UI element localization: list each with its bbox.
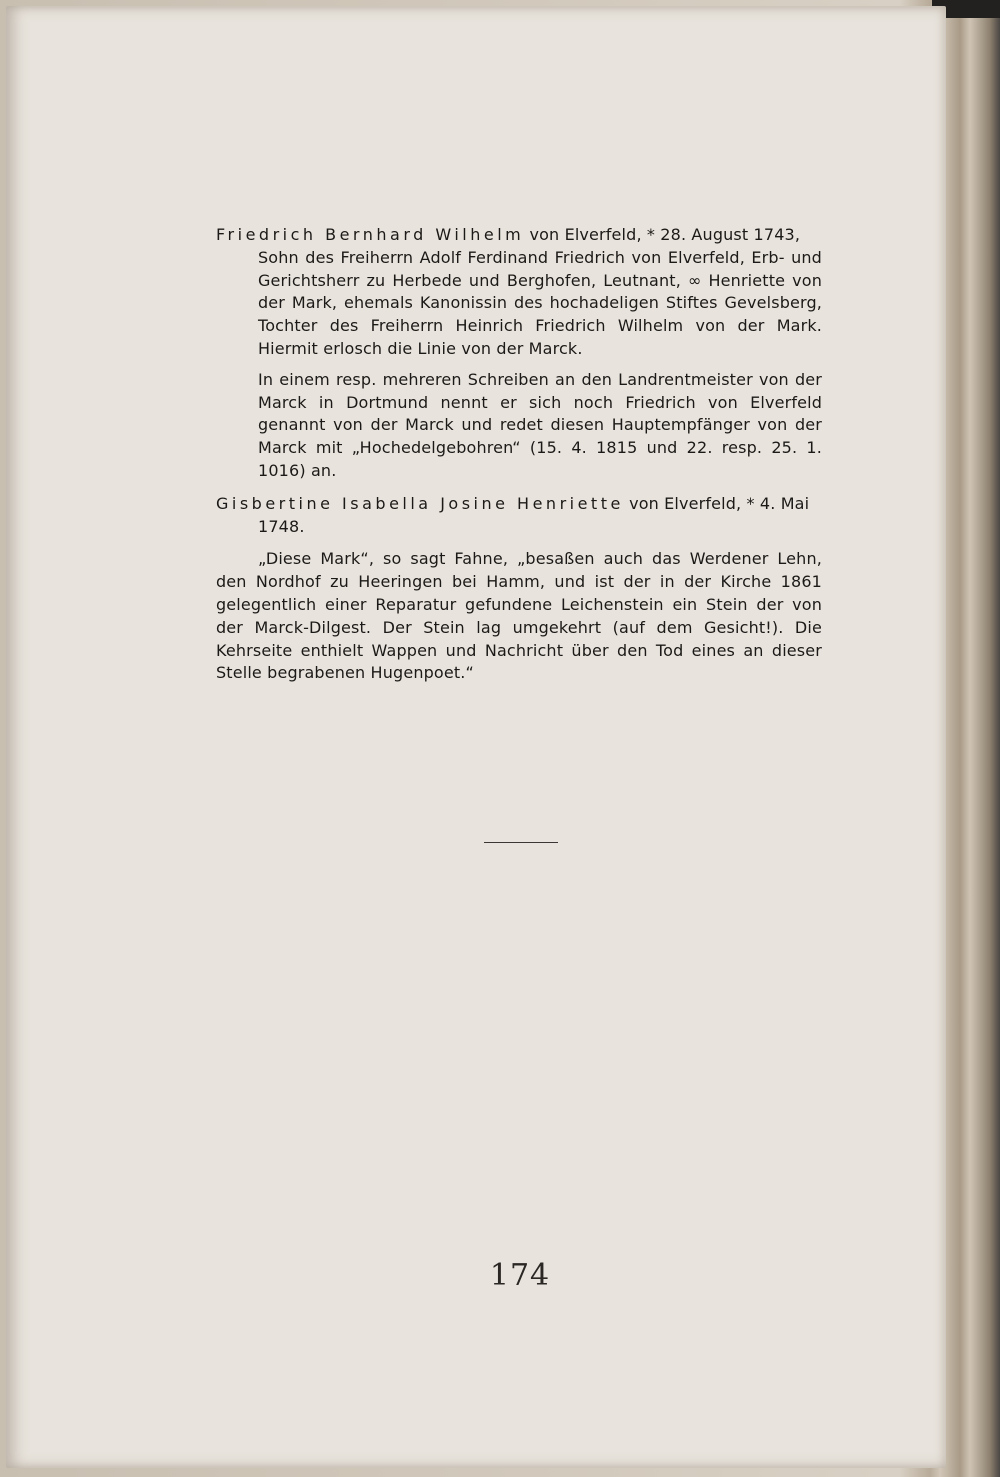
page-content <box>216 224 822 693</box>
page-number: 174 <box>489 1258 551 1293</box>
entry-name-rest: von Elverfeld, * 4. Mai <box>629 493 810 513</box>
entry-gisbertine <box>216 493 822 685</box>
entry-body: Sohn des Freiherrn Adolf Ferdinand Friedrich von Elverfeld, Erb- und Gerichtsherr zu Herbede und Berghofen, Leutnant, ∞ Henriette von der Mark, ehemals Kanonissin des hochadeligen Stiftes Gevelsberg, Tochter des Freiherrn Heinrich Friedrich Wilhelm von der Mark. Hiermit erlosch die Linie von der Marck. <box>258 247 822 358</box>
entry-heading <box>216 224 822 247</box>
section-divider <box>484 842 558 843</box>
entry-quote: „Diese Mark“, so sagt Fahne, „besaßen auch das Werdener Lehn, den Nordhof zu Heeringen bei Hamm, und ist der in der Kirche 1861 gelegentlich einer Reparatur gefundene Leichenstein ein Stein der von der Marck-Dilgest. Der Stein lag umgekehrt (auf dem Gesicht!). Die Kehrseite enthielt Wappen und Nachricht über den Tod eines an dieser Stelle begrabenen Hugenpoet.“ <box>216 549 822 683</box>
entry-name: Friedrich Bernhard Wilhelm <box>216 225 525 244</box>
entry-friedrich <box>216 224 822 483</box>
entry-name: Gisbertine Isabella Josine Henriette <box>216 493 624 513</box>
entry-body: 1748. <box>258 516 305 536</box>
entry-note: In einem resp. mehreren Schreiben an den Landrentmeister von der Marck in Dortmund nennt er sich noch Friedrich von Elverfeld genannt von der Marck und redet diesen Hauptempfänger von der Marck mit „Hochedelgebohren“ (15. 4. 1815 und 22. resp. 25. 1. 1016) an. <box>258 369 822 480</box>
entry-name-rest: von Elverfeld, * 28. August 1743, <box>529 225 801 244</box>
entry-heading <box>216 493 822 516</box>
